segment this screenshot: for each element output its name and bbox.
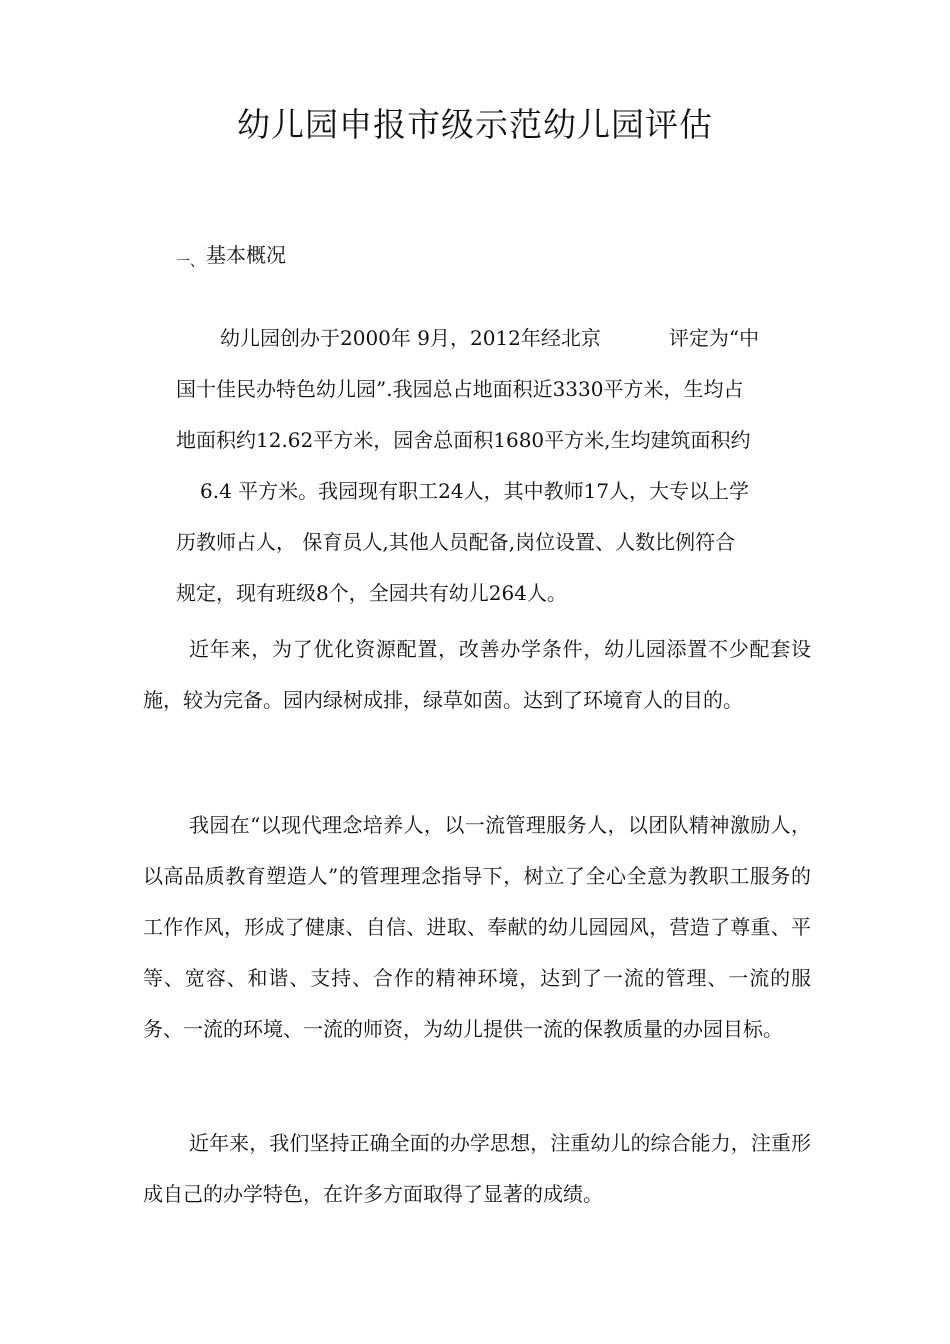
paragraph-line: 规定，现有班级8个，全园共有幼儿264人。 — [176, 581, 567, 605]
paragraph-overview — [176, 313, 811, 619]
paragraph-facilities: 近年来，为了优化资源配置，改善办学条件，幼儿园添置不少配套设施，较为完备。园内绿树成排，绿草如茵。达到了环境育人的目的。 — [143, 637, 811, 712]
paragraph-line: 6.4 平方米。我园现有职工24人，其中教师17人，大专以上学 — [200, 479, 750, 503]
paragraph-line: 历教师占人， 保育员人,其他人员配备,岗位设置、人数比例符合 — [176, 530, 736, 554]
line-text: 评定为“中 — [668, 326, 760, 350]
paragraph-line: 地面积约12.62平方米，园舍总面积1680平方米,生均建筑面积约 — [176, 428, 751, 452]
document-title: 幼儿园申报市级示范幼儿园评估 — [237, 105, 713, 144]
paragraph-line: 国十佳民办特色幼儿园”.我园总占地面积近3330平方米，生均占 — [176, 377, 744, 401]
section-number: 一、 — [176, 254, 204, 270]
paragraph-achievements: 近年来，我们坚持正确全面的办学思想，注重幼儿的综合能力，注重形成自己的办学特色，在许多方面取得了显著的成绩。 — [143, 1131, 811, 1206]
section-heading-basic-overview — [176, 240, 286, 277]
line-text: 幼儿园创办于2000年 9月，2012年经北京 — [220, 326, 601, 350]
paragraph-management-philosophy: 我园在“以现代理念培养人，以一流管理服务人，以团队精神激励人，以高品质教育塑造人”的管理理念指导下，树立了全心全意为教职工服务的工作作风，形成了健康、自信、进取、奉献的幼儿园园风，营造了尊重、平等、宽容、和谐、支持、合作的精神环境，达到了一流的管理、一流的服务、一流的环境、一流的师资，为幼儿提供一流的保教质量的办园目标。 — [143, 813, 811, 1041]
paragraph-line — [176, 313, 811, 364]
section-label: 基本概况 — [206, 243, 286, 267]
